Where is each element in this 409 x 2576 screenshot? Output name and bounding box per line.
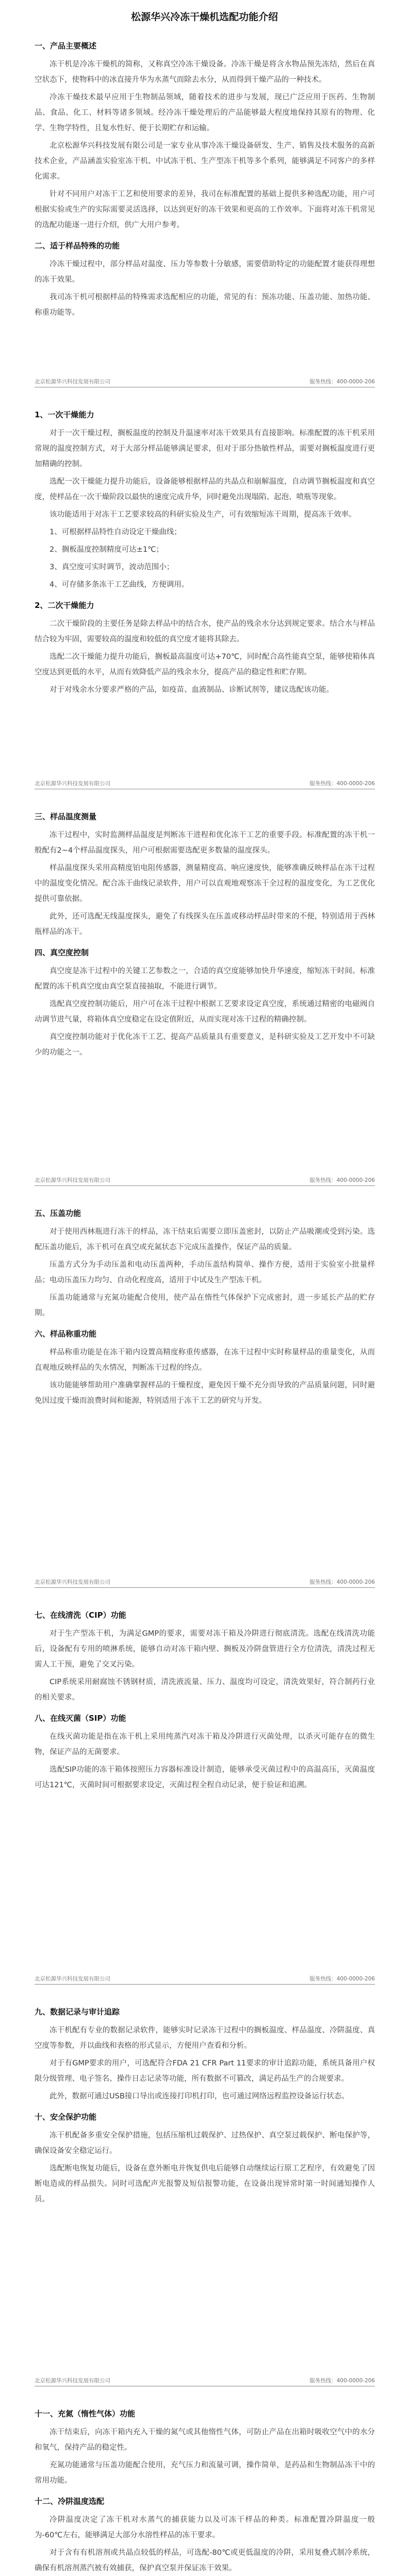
paragraph: 真空度控制功能对于优化冻干工艺、提高产品质量具有重要意义，是科研实验及工艺开发中不可缺少的功能之一。 <box>35 1033 375 1057</box>
company-name: 北京松源华兴科技发展有限公司 <box>35 1177 110 1183</box>
section-heading: 十、安全保护功能 <box>35 2112 97 2122</box>
service-hotline: 服务热线：400-0000-206 <box>309 781 375 787</box>
paragraph: 压盖功能通常与充氮功能配合使用，使产品在惰性气体保护下完成密封，进一步延长产品的贮存期。 <box>35 1294 375 1317</box>
list-item: 1、可根据样品特性自动设定干燥曲线； <box>50 528 182 536</box>
document-title: 松源华兴冷冻干燥机选配功能介绍 <box>130 11 278 23</box>
document-page <box>35 33 375 372</box>
paragraph: 选配真空度控制功能后，用户可在冻干过程中根据工艺要求设定真空度，系统通过精密的电磁阀自动调节进气量，将箱体真空度稳定在设定值附近，从而实现对冻干过程的精确控制。 <box>35 1000 375 1024</box>
paragraph: 该功能能够帮助用户准确掌握样品的干燥程度，避免因干燥不充分而导致的产品质量问题，同时避免因过度干燥而浪费时间和能源，特别适用于冻干工艺的研究与开发。 <box>35 1381 375 1405</box>
paragraph: 冻干机配有专业的数据记录软件，能够实时记录冻干过程中的搁板温度、样品温度、冷阱温度、真空度等参数，并以曲线和表格的形式显示，方便用户查看和分析。 <box>35 2026 375 2050</box>
paragraph: CIP系统采用耐腐蚀不锈钢材质，清洗液流量、压力、温度均可设定，清洗效果好，符合制药行业的相关要求。 <box>35 1678 375 1702</box>
paragraph: 该功能适用于对冻干工艺要求较高的科研实验及生产，可有效缩短冻干周期，提高冻干效率。 <box>50 511 356 519</box>
paragraph: 冷冻干燥技术最早应用于生物制品领域，随着技术的进步与发展，现已广泛应用于医药、生物制品、食品、化工、材料等诸多领域。经冷冻干燥处理后的产品能够最大程度地保持其原有的物理、化学、生物学特性，且复水性好、便于长期贮存和运输。 <box>35 93 375 132</box>
paragraph: 对于对残余水分要求严格的产品，如疫苗、血液制品、诊断试剂等，建议选配该功能。 <box>50 686 334 694</box>
section-heading: 2、二次干燥能力 <box>35 601 94 610</box>
section-heading: 八、在线灭菌（SIP）功能 <box>35 1714 126 1723</box>
service-hotline: 服务热线：400-0000-206 <box>309 1976 375 1982</box>
section-heading: 十二、冷阱温度选配 <box>35 2497 105 2506</box>
page-header <box>35 1175 375 1188</box>
company-name: 北京松源华兴科技发展有限公司 <box>35 781 110 787</box>
company-name: 北京松源华兴科技发展有限公司 <box>35 2378 110 2384</box>
section-heading: 三、样品温度测量 <box>35 812 97 821</box>
service-hotline: 服务热线：400-0000-206 <box>309 1579 375 1585</box>
paragraph: 对于含有有机溶剂或共晶点较低的样品，可选配-80℃或更低温度的冷阱，采用复叠式制冷系统，确保有机溶剂蒸汽被有效捕获，保护真空泵并保证冻干效果。 <box>35 2549 375 2572</box>
company-name: 北京松源华兴科技发展有限公司 <box>35 1579 110 1585</box>
section-heading: 一、产品主要概述 <box>35 41 97 50</box>
paragraph: 样品温度探头采用高精度铂电阻传感器，测量精度高、响应速度快，能够准确反映样品在冻干过程中的温度变化情况。配合冻干曲线记录软件，用户可以直观地观察冻干全过程的温度变化，为工艺优化提供可靠依据。 <box>35 864 375 903</box>
document-page <box>35 402 375 774</box>
section-heading: 五、压盖功能 <box>35 1209 81 1218</box>
paragraph: 对于生产型冻干机，为满足GMP的要求，需要对冻干箱及冷阱进行彻底清洗。选配在线清洗功能后，设备配有专用的喷淋系统，能够自动对冻干箱内壁、搁板及冷阱盘管进行全方位清洗，清洗过程无需人工干预，避免了交叉污染。 <box>35 1630 375 1669</box>
paragraph: 冷冻干燥过程中，部分样品对温度、压力等参数十分敏感，需要借助特定的功能配置才能获得理想的冻干效果。 <box>35 260 375 284</box>
paragraph: 充氮功能通常与压盖功能配合使用，充气压力和流量可调，操作简单，是药品和生物制品冻干中的常用功能。 <box>35 2461 375 2485</box>
document-page <box>35 1602 375 1969</box>
list-item: 2、搁板温度控制精度可达±1℃； <box>50 546 163 554</box>
section-heading: 二、适于样品特殊的功能 <box>35 241 120 250</box>
page-header <box>35 1973 375 1987</box>
section-heading: 七、在线清洗（CIP）功能 <box>35 1611 126 1620</box>
paragraph: 冻干过程中，实时监测样品温度是判断冻干进程和优化冻干工艺的重要手段。标准配置的冻干机一般配有2~4个样品温度探头，用户可根据需要选配更多数量的温度探头。 <box>35 831 375 855</box>
company-name: 北京松源华兴科技发展有限公司 <box>35 1976 110 1982</box>
section-heading: 十一、充氮（惰性气体）功能 <box>35 2409 136 2418</box>
section-heading: 六、样品称重功能 <box>35 1329 97 1338</box>
header-rule <box>35 1587 375 1588</box>
document-page <box>35 1200 375 1572</box>
service-hotline: 服务热线：400-0000-206 <box>309 2378 375 2384</box>
paragraph: 选配断电恢复功能后，设备在意外断电并恢复供电后能够自动继续运行原工艺程序，有效避免了因断电造成的样品损失。同时可选配声光报警及短信报警功能，在设备出现异常时第一时间通知操作人员。 <box>35 2164 375 2204</box>
header-rule <box>35 1185 375 1186</box>
page-header <box>35 376 375 389</box>
paragraph: 此外，还可选配无线温度探头，避免了有线探头在压盖或移动样品时带来的不便，特别适用于西林瓶样品的冻干。 <box>35 912 375 936</box>
header-rule <box>35 1984 375 1985</box>
paragraph: 在线灭菌功能是指在冻干机上采用纯蒸汽对冻干箱及冷阱进行灭菌处理，以杀灭可能存在的微生物，保证产品的无菌要求。 <box>35 1733 375 1756</box>
page-header <box>35 778 375 791</box>
list-item: 3、真空度可实时调节，波动范围小； <box>50 563 174 571</box>
page-header <box>35 1577 375 1590</box>
service-hotline: 服务热线：400-0000-206 <box>309 1177 375 1183</box>
paragraph: 压盖方式分为手动压盖和电动压盖两种，手动压盖结构简单、操作方便，适用于实验室小批量样品；电动压盖压力均匀、自动化程度高，适用于中试及生产型冻干机。 <box>35 1261 375 1284</box>
service-hotline: 服务热线：400-0000-206 <box>309 379 375 385</box>
section-heading: 四、真空度控制 <box>35 948 89 957</box>
paragraph: 对于一次干燥过程，搁板温度的控制及升温速率对冻干效果具有直接影响。标准配置的冻干机采用常规的温度控制方式，对于大部分样品能够满足要求，但对于部分热敏性样品，需要对搁板温度进行更加精确的控制。 <box>35 429 375 468</box>
paragraph: 冻干机配备多重安全保护措施，包括压缩机过载保护、过热保护、真空泵过载保护、断电保护等，确保设备安全稳定运行。 <box>35 2131 375 2155</box>
paragraph: 选配一次干燥能力提升功能后，设备能够根据样品的共晶点和崩解温度，自动调节搁板温度和真空度，使样品在一次干燥阶段以最快的速度完成升华，同时避免出现塌陷、起泡、喷瓶等现象。 <box>35 478 375 501</box>
document-page <box>35 2401 375 2576</box>
paragraph: 对于有GMP要求的用户，可选配符合FDA 21 CFR Part 11要求的审计追踪功能，系统具备用户权限分级管理、电子签名、操作日志记录等功能，所有数据不可篡改，满足药品生产的合规要求。 <box>35 2059 375 2083</box>
paragraph: 选配SIP功能的冻干箱体按照压力容器标准设计制造，能够承受灭菌过程中的高温高压，灭菌温度可达121℃，灭菌时间可根据要求设定，灭菌过程全程自动记录，便于验证和追溯。 <box>35 1766 375 1789</box>
paragraph: 样品称重功能是在冻干箱内设置高精度称重传感器，在冻干过程中实时称量样品的重量变化，从而直观地反映样品的失水情况，判断冻干过程的终点。 <box>35 1348 375 1372</box>
list-item: 4、可存储多条冻干工艺曲线，方便调用。 <box>50 581 189 589</box>
document-page <box>35 1999 375 2371</box>
paragraph: 冷阱温度决定了冻干机对水蒸气的捕获能力以及可冻干样品的种类。标准配置冷阱温度一般为-60℃左右，能够满足大部分水溶性样品的冻干要求。 <box>35 2516 375 2539</box>
page-header <box>35 2375 375 2388</box>
paragraph: 选配二次干燥能力提升功能后，搁板最高温度可达+70℃，同时配合高性能真空泵，能够使箱体真空度达到更低的水平，从而有效降低产品的残余水分，提高产品的稳定性和贮存期。 <box>35 653 375 676</box>
company-name: 北京松源华兴科技发展有限公司 <box>35 379 110 385</box>
paragraph: 二次干燥阶段的主要任务是除去样品中的结合水，使产品的残余水分达到规定要求。结合水与样品结合较为牢固，需要较高的温度和较低的真空度才能将其除去。 <box>35 620 375 643</box>
section-heading: 1、一次干燥能力 <box>35 410 94 419</box>
paragraph: 冻干机是冷冻干燥机的简称，又称真空冷冻干燥设备。冷冻干燥是将含水物品预先冻结，然后在真空状态下，使物料中的冰直接升华为水蒸气而除去水分，从而得到干燥产品的一种技术。 <box>35 60 375 84</box>
document-page <box>35 804 375 1171</box>
paragraph: 我司冻干机可根据样品的特殊需求选配相应的功能，常见的有：预冻功能、压盖功能、加热功能、称重功能等。 <box>35 293 375 317</box>
paragraph: 北京松源华兴科技发展有限公司是一家专业从事冷冻干燥设备研发、生产、销售及技术服务的高新技术企业，产品涵盖实验室冻干机、中试冻干机、生产型冻干机等多个系列，能够满足不同客户的多样化需求。 <box>35 142 375 181</box>
paragraph: 对于使用西林瓶进行冻干的样品，冻干结束后需要立即压盖密封，以防止产品吸潮或受到污染。选配压盖功能后，冻干机可在真空或充氮状态下完成压盖操作，保证产品的质量。 <box>35 1228 375 1251</box>
paragraph: 此外，数据可通过USB接口导出或连接打印机打印，也可通过网络远程监控设备运行状态。 <box>50 2092 349 2100</box>
paragraph: 真空度是冻干过程中的关键工艺参数之一，合适的真空度能够加快升华速度，缩短冻干时间。标准配置的冻干机真空度由真空泵直接抽取，不能进行调节。 <box>35 967 375 991</box>
paragraph: 针对不同用户对冻干工艺和使用要求的差异，我司在标准配置的基础上提供多种选配功能，用户可根据实验或生产的实际需要灵活选择，以达到更好的冻干效果和更高的工作效率。下面将对冻干机常见的选配功能逐一进行介绍，供广大用户参考。 <box>35 190 375 229</box>
section-heading: 九、数据记录与审计追踪 <box>35 2007 120 2016</box>
paragraph: 冻干结束后，向冻干箱内充入干燥的氮气或其他惰性气体，可防止产品在出箱时吸收空气中的水分和氧气，保持产品的稳定性。 <box>35 2428 375 2452</box>
